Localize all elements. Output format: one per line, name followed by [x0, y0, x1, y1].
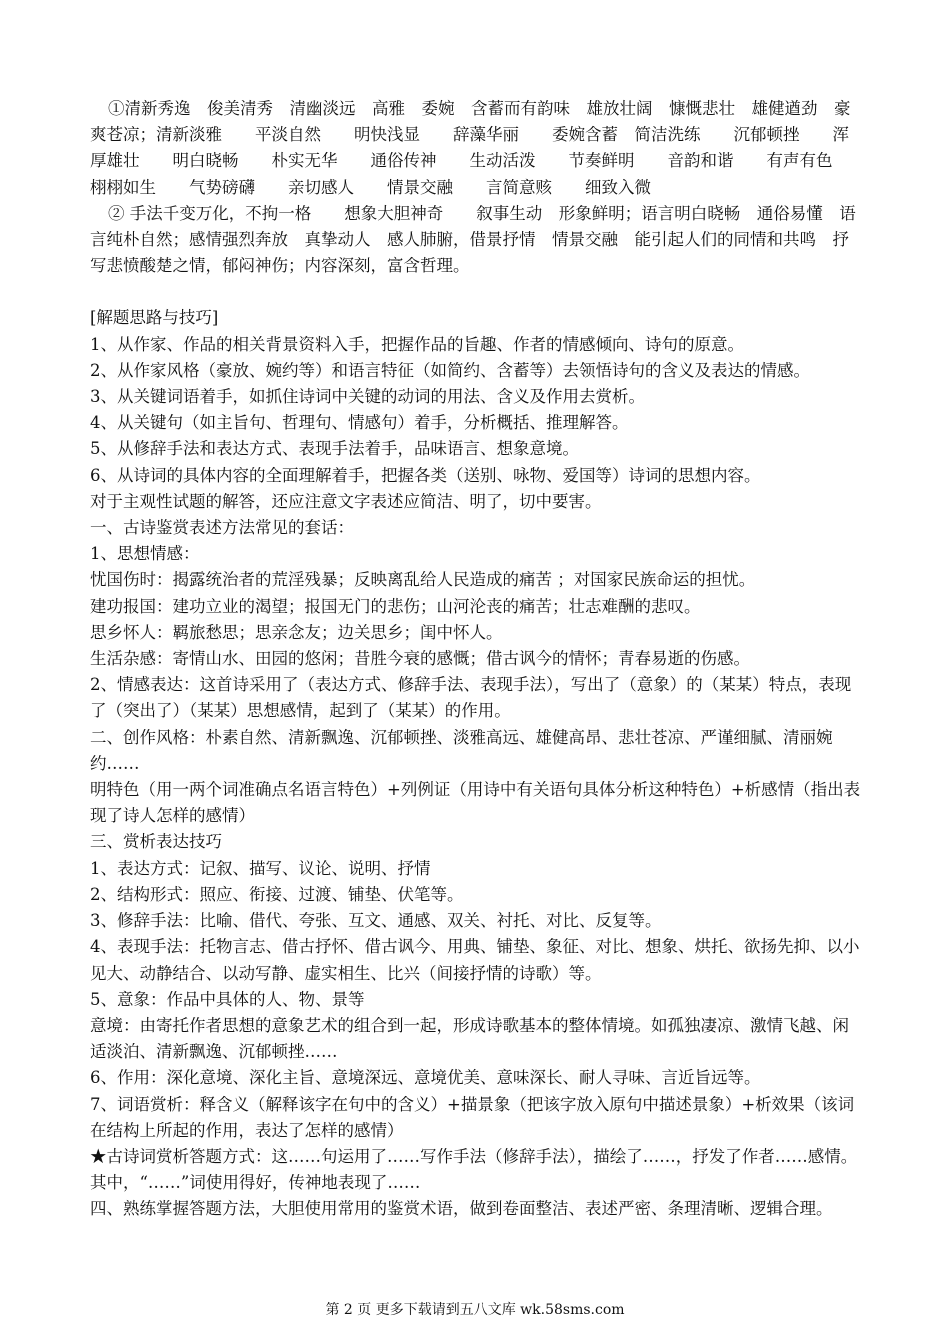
page-footer: 第 2 页 更多下载请到五八文库 wk.58sms.com: [325, 1302, 625, 1318]
text-line: ★古诗词赏析答题方式：这……句运用了……写作手法（修辞手法），描绘了……，抒发了作者……感情。其中，“……”词使用得好，传神地表现了……: [90, 1146, 858, 1193]
text-line: 意境：由寄托作者思想的意象艺术的组合到一起，形成诗歌基本的整体情境。如孤独凄凉、激情飞越、闲适淡泊、清新飘逸、沉郁顿挫……: [90, 1015, 849, 1062]
section-heading: 二、创作风格：朴素自然、清新飘逸、沉郁顿挫、淡雅高远、雄健高昂、悲壮苍凉、严谨细腻、清丽婉约……: [90, 727, 833, 773]
text-line: 3、从关键词语着手，如抓住诗词中关键的动词的用法、含义及作用去赏析。: [90, 387, 645, 407]
text-line: 明特色（用一两个词准确点名语言特色）+列例证（用诗中有关语句具体分析这种特色）+析感情（指出表现了诗人怎样的感情）: [90, 780, 861, 826]
paragraph-spacer: [90, 279, 865, 305]
section-heading: 一、古诗鉴赏表述方法常见的套话：: [90, 518, 354, 538]
text-line: 1、从作家、作品的相关背景资料入手，把握作品的旨趣、作者的情感倾向、诗句的原意。: [90, 334, 744, 354]
text-line: 2、情感表达：这首诗采用了（表达方式、修辞手法、表现手法），写出了（意象）的（某某）特点，表现了（突出了）（某某）思想感情，起到了（某某）的作用。: [90, 675, 852, 721]
text-line: 建功报国：建功立业的渴望；报国无门的悲伤；山河沦丧的痛苦；壮志难酬的悲叹。: [90, 596, 701, 616]
text-line: 2、从作家风格（豪放、婉约等）和语言特征（如简约、含蓄等）去领悟诗句的含义及表达的情感。: [90, 360, 810, 380]
text-line: 对于主观性试题的解答，还应注意文字表述应简洁、明了，切中要害。: [90, 491, 602, 511]
text-line: 思乡怀人：羁旅愁思；思亲念友；边关思乡；闺中怀人。: [90, 622, 503, 642]
text-line: 6、作用：深化意境、深化主旨、意境深远、意境优美、意味深长、耐人寻味、言近旨远等。: [90, 1068, 761, 1088]
style-terms-paragraph: ①清新秀逸 俊美清秀 清幽淡远 高雅 委婉 含蓄而有韵味 雄放壮阔 慷慨悲壮 雄健遒劲 豪爽苍凉；清新淡雅 平淡自然 明快浅显 辞藻华丽 委婉含蓄 简洁洗练 沉郁顿挫 浑厚雄壮 明白晓畅 朴实无华 通俗传神 生动活泼 节奏鲜明 音韵和谐 有声有色 栩栩如生 气势磅礴 亲切感人 情景交融 言简意赅 细致入微: [90, 99, 866, 197]
text-line: 4、表现手法：托物言志、借古抒怀、借古讽今、用典、铺垫、象征、对比、想象、烘托、欲扬先抑、以小见大、动静结合、以动写静、虚实相生、比兴（间接抒情的诗歌）等。: [90, 937, 860, 983]
text-line: 忧国伤时：揭露统治者的荒淫残暴；反映离乱给人民造成的痛苦 ；对国家民族命运的担忧。: [90, 570, 756, 590]
text-line: 5、意象：作品中具体的人、物、景等: [90, 989, 365, 1009]
text-line: 4、从关键句（如主旨句、哲理句、情感句）着手，分析概括、推理解答。: [90, 413, 629, 433]
text-line: 3、修辞手法：比喻、借代、夸张、互文、通感、双关、衬托、对比、反复等。: [90, 911, 662, 931]
document-content: [90, 96, 865, 1223]
text-line: 7、词语赏析：释含义（解释该字在句中的含义）+描景象（把该字放入原句中描述景象）+析效果（该词在结构上所起的作用，表达了怎样的感情）: [90, 1094, 855, 1140]
technique-terms-paragraph: ② 手法千变万化，不拘一格 想象大胆神奇 叙事生动 形象鲜明；语言明白晓畅 通俗易懂 语言纯朴自然；感情强烈奔放 真挚动人 感人肺腑，借景抒情 情景交融 能引起人们的同情和共鸣 抒写悲愤酸楚之情，郁闷神伤；内容深刻，富含哲理。: [90, 203, 856, 276]
text-line: 6、从诗词的具体内容的全面理解着手，把握各类（送别、咏物、爱国等）诗词的思想内容。: [90, 465, 761, 485]
text-line: 1、思想情感：: [90, 544, 200, 564]
section-heading: 三、赏析表达技巧: [90, 832, 222, 852]
text-line: 5、从修辞手法和表达方式、表现手法着手，品味语言、想象意境。: [90, 439, 579, 459]
text-line: 2、结构形式：照应、衔接、过渡、铺垫、伏笔等。: [90, 884, 464, 904]
text-line: 1、表达方式：记叙、描写、议论、说明、抒情: [90, 858, 431, 878]
section-heading: [解题思路与技巧]: [90, 308, 219, 328]
section-heading: 四、熟练掌握答题方法，大胆使用常用的鉴赏术语，做到卷面整洁、表述严密、条理清晰、逻辑合理。: [90, 1199, 833, 1219]
text-line: 生活杂感：寄情山水、田园的悠闲；昔胜今衰的感慨；借古讽今的情怀；青春易逝的伤感。: [90, 649, 750, 669]
